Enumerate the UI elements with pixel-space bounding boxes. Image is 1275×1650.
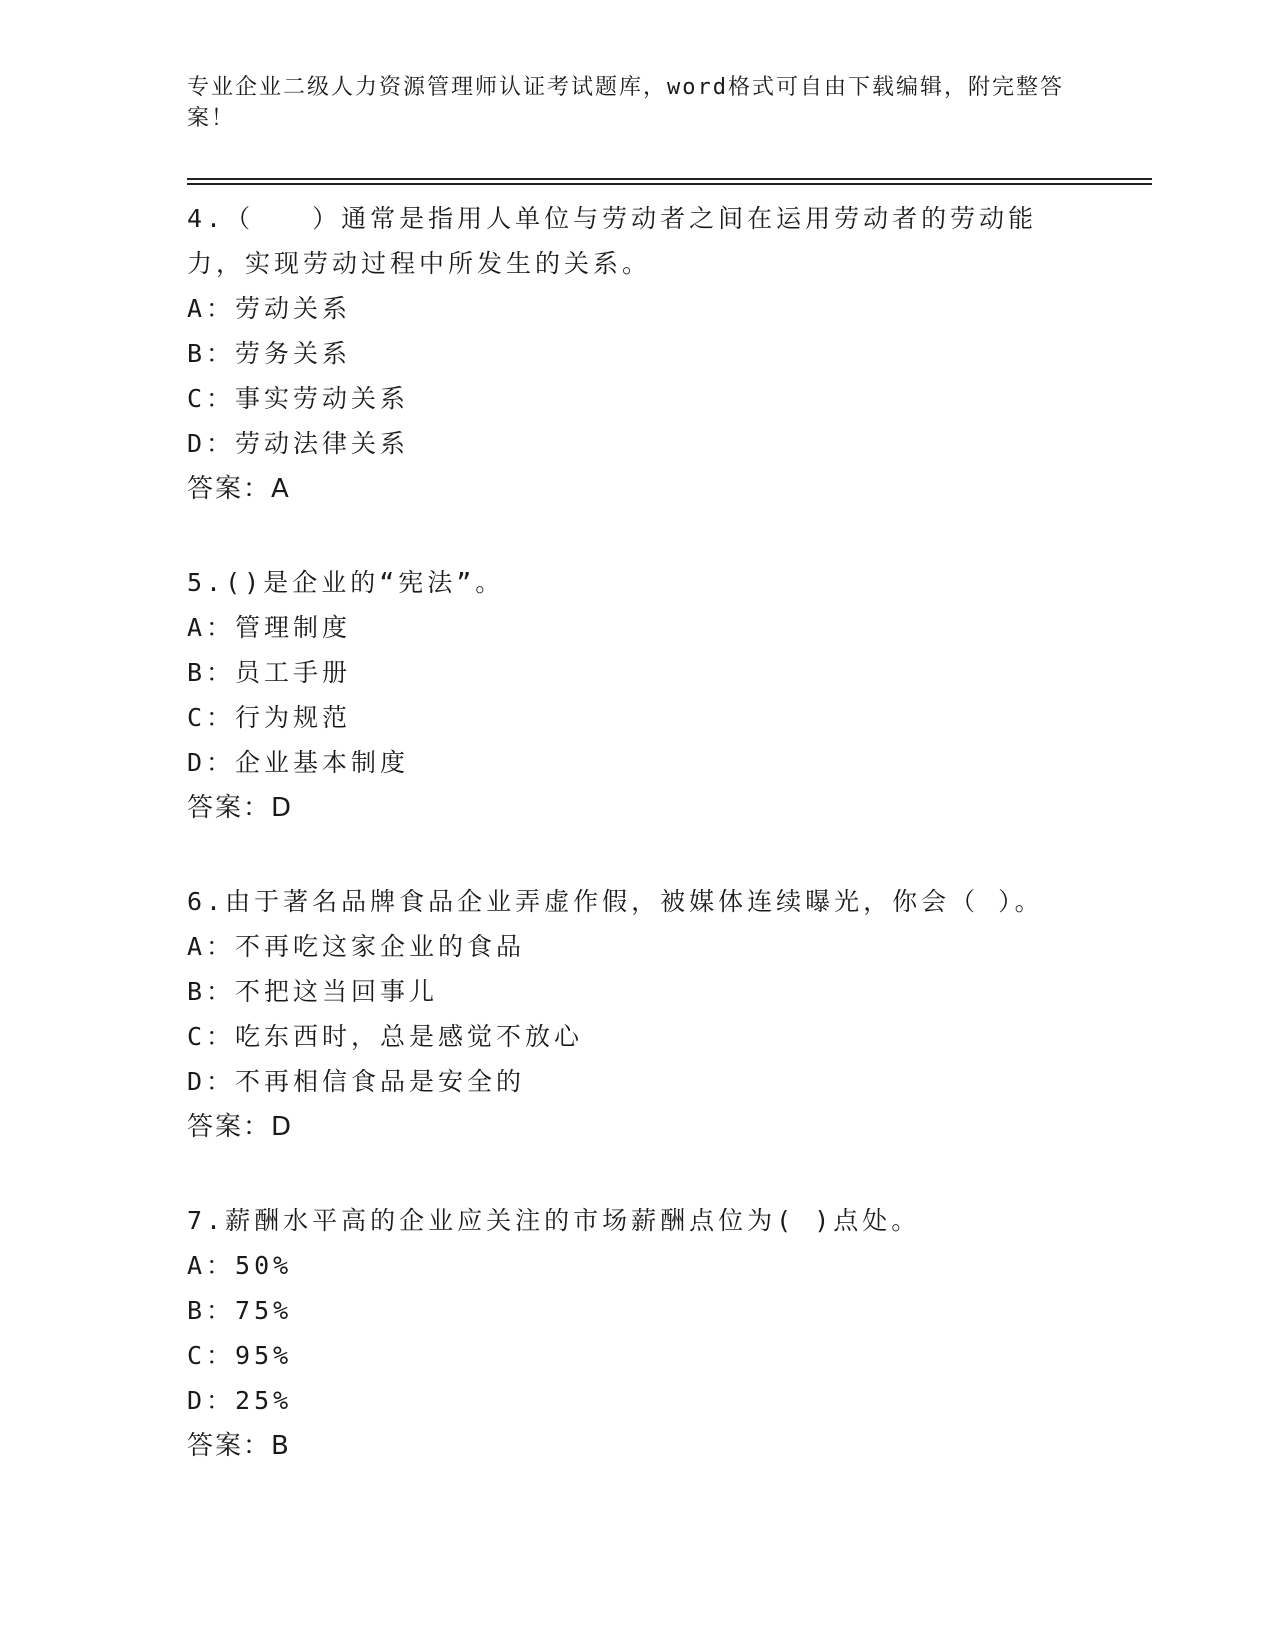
- question-5: [187, 560, 1087, 831]
- option-b: B：不把这当回事儿: [187, 977, 439, 1006]
- question-text: 4.（ ）通常是指用人单位与劳动者之间在运用劳动者的劳动能力，实现劳动过程中所发生的关系。: [187, 204, 1038, 278]
- answer-label: 答案：D: [187, 1112, 294, 1142]
- option-c: C：吃东西时，总是感觉不放心: [187, 1022, 584, 1051]
- option-b: B：75%: [187, 1296, 293, 1325]
- option-b: B：劳务关系: [187, 339, 352, 368]
- option-c: C：事实劳动关系: [187, 384, 410, 413]
- header-divider-bottom: [187, 183, 1152, 185]
- option-a: A：管理制度: [187, 613, 352, 642]
- option-d: D：25%: [187, 1386, 293, 1415]
- option-b: B：员工手册: [187, 658, 352, 687]
- option-a: A：50%: [187, 1251, 293, 1280]
- option-a: A：不再吃这家企业的食品: [187, 932, 526, 961]
- answer-label: 答案：D: [187, 793, 294, 823]
- option-d: D：企业基本制度: [187, 748, 410, 777]
- question-text: 6.由于著名品牌食品企业弄虚作假，被媒体连续曝光，你会（ ）。: [187, 887, 1044, 916]
- option-d: D：不再相信食品是安全的: [187, 1067, 526, 1096]
- question-text: 5.()是企业的“宪法”。: [187, 568, 505, 597]
- option-d: D：劳动法律关系: [187, 429, 410, 458]
- question-text: 7.薪酬水平高的企业应关注的市场薪酬点位为( )点处。: [187, 1206, 921, 1235]
- option-a: A：劳动关系: [187, 294, 352, 323]
- answer-label: 答案：B: [187, 1431, 291, 1461]
- option-c: C：95%: [187, 1341, 293, 1370]
- answer-label: 答案：A: [187, 474, 291, 504]
- question-list: [187, 196, 1087, 1517]
- question-6: [187, 879, 1087, 1150]
- question-4: [187, 196, 1087, 512]
- option-c: C：行为规范: [187, 703, 352, 732]
- document-header-note: 专业企业二级人力资源管理师认证考试题库，word格式可自由下载编辑，附完整答案！: [187, 75, 1064, 131]
- question-7: [187, 1198, 1087, 1469]
- header-divider-top: [187, 178, 1152, 180]
